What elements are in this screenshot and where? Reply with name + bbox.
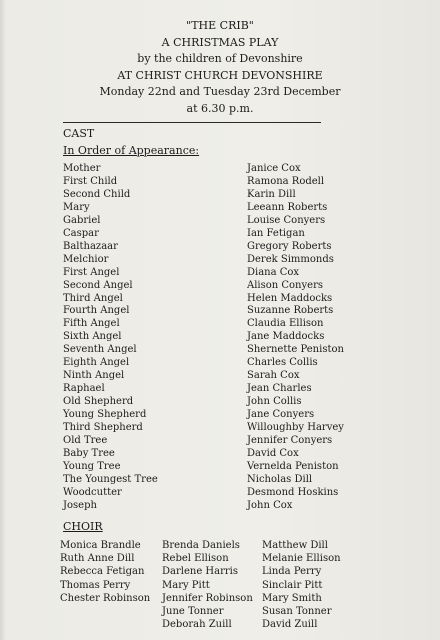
choir-member: Matthew Dill [262, 540, 328, 551]
cast-role: Baby Tree [63, 447, 115, 459]
cast-actor: Jane Maddocks [247, 331, 325, 343]
cast-actor: Sarah Cox [247, 370, 300, 382]
choir-member: Mary Smith [262, 592, 322, 604]
cast-role: First Child [63, 175, 118, 187]
choir-column-2 [162, 539, 253, 631]
choir-member: Susan Tonner [262, 606, 332, 618]
cast-role: First Angel [63, 266, 120, 278]
cast-actor: Karin Dill [247, 188, 296, 200]
choir-member: Jennifer Robinson [162, 592, 253, 604]
cast-role: Sixth Angel [63, 331, 122, 343]
programme-header [0, 18, 440, 117]
choir-member: Chester Robinson [60, 592, 151, 604]
cast-actor: Suzanne Roberts [247, 305, 334, 317]
cast-actor: Shernette Peniston [247, 344, 344, 356]
cast-actor: Louise Conyers [247, 214, 326, 226]
venue: AT CHRIST CHURCH DEVONSHIRE [117, 68, 323, 82]
choir-member: Ruth Anne Dill [60, 553, 135, 565]
cast-actors-list [247, 163, 344, 513]
cast-role: Gabriel [63, 214, 101, 226]
play-title: "THE CRIB" [186, 19, 254, 32]
choir-member: Monica Brandle [60, 540, 141, 551]
choir-member: Rebel Ellison [162, 553, 229, 565]
choir-member: Darlene Harris [162, 566, 238, 578]
cast-subheading: In Order of Appearance: [63, 144, 200, 157]
play-subtitle: A CHRISTMAS PLAY [161, 35, 279, 49]
choir-column-3 [262, 539, 341, 631]
cast-actor: Jennifer Conyers [247, 435, 333, 447]
choir-member: Sinclair Pitt [262, 579, 323, 591]
cast-actor: Derek Simmonds [247, 253, 334, 265]
cast-actor: David Cox [247, 447, 299, 459]
cast-actor: Ramona Rodell [247, 175, 325, 187]
cast-actor: Leeann Roberts [247, 201, 328, 213]
cast-role: Third Shepherd [63, 422, 143, 434]
cast-actor: Gregory Roberts [247, 240, 332, 252]
cast-actor: Diana Cox [247, 266, 300, 278]
cast-actor: Charles Collis [247, 357, 318, 369]
cast-role: Old Shepherd [63, 396, 134, 408]
choir-member: Brenda Daniels [162, 540, 240, 551]
cast-role: Seventh Angel [63, 344, 137, 356]
choir-member: Rebecca Fetigan [60, 566, 145, 578]
cast-actor: Desmond Hoskins [247, 486, 339, 498]
cast-actor: Ian Fetigan [247, 227, 305, 239]
cast-actor: Alison Conyers [247, 279, 323, 291]
cast-heading: CAST [63, 127, 95, 140]
cast-actor: John Cox [247, 499, 293, 511]
choir-member: Linda Perry [262, 566, 322, 578]
cast-role: Mary [63, 201, 90, 213]
cast-actor: Janice Cox [247, 163, 301, 174]
choir-member: Mary Pitt [162, 579, 210, 591]
choir-member: David Zuill [262, 619, 318, 631]
cast-role: Caspar [63, 227, 99, 239]
cast-actor: John Collis [247, 396, 302, 408]
choir-member: Melanie Ellison [262, 553, 341, 565]
cast-role: Third Angel [63, 292, 123, 304]
choir-member: Thomas Perry [60, 579, 131, 591]
cast-actor: Willoughby Harvey [247, 422, 344, 434]
cast-role: The Youngest Tree [63, 473, 158, 485]
cast-actor: Helen Maddocks [247, 292, 333, 304]
cast-actor: Claudia Ellison [247, 318, 324, 330]
cast-role: Fifth Angel [63, 318, 120, 330]
cast-actor: Jane Conyers [247, 409, 315, 421]
cast-roles-list [63, 163, 158, 513]
by-line: by the children of Devonshire [137, 52, 303, 65]
cast-role: Ninth Angel [63, 370, 125, 382]
cast-role: Fourth Angel [63, 305, 130, 317]
cast-role: Second Child [63, 188, 131, 200]
cast-actor: Jean Charles [247, 383, 312, 395]
cast-role: Joseph [63, 499, 97, 511]
cast-role: Balthazaar [63, 240, 118, 252]
cast-role: Raphael [63, 383, 105, 395]
cast-role: Young Shepherd [63, 409, 147, 421]
header-divider [63, 122, 321, 123]
cast-role: Young Tree [63, 460, 121, 472]
cast-role: Eighth Angel [63, 357, 130, 369]
cast-actor: Nicholas Dill [247, 473, 313, 485]
cast-role: Mother [63, 163, 101, 174]
cast-role: Melchior [63, 253, 109, 265]
performance-time: at 6.30 p.m. [186, 101, 254, 115]
choir-member: June Tonner [162, 606, 224, 618]
choir-heading: CHOIR [63, 520, 103, 533]
cast-role: Old Tree [63, 435, 108, 447]
choir-member: Deborah Zuill [162, 619, 232, 631]
performance-dates: Monday 22nd and Tuesday 23rd December [99, 85, 341, 98]
cast-actor: Vernelda Peniston [247, 460, 339, 472]
cast-role: Woodcutter [63, 486, 122, 498]
choir-column-1 [60, 539, 150, 605]
cast-role: Second Angel [63, 279, 133, 291]
